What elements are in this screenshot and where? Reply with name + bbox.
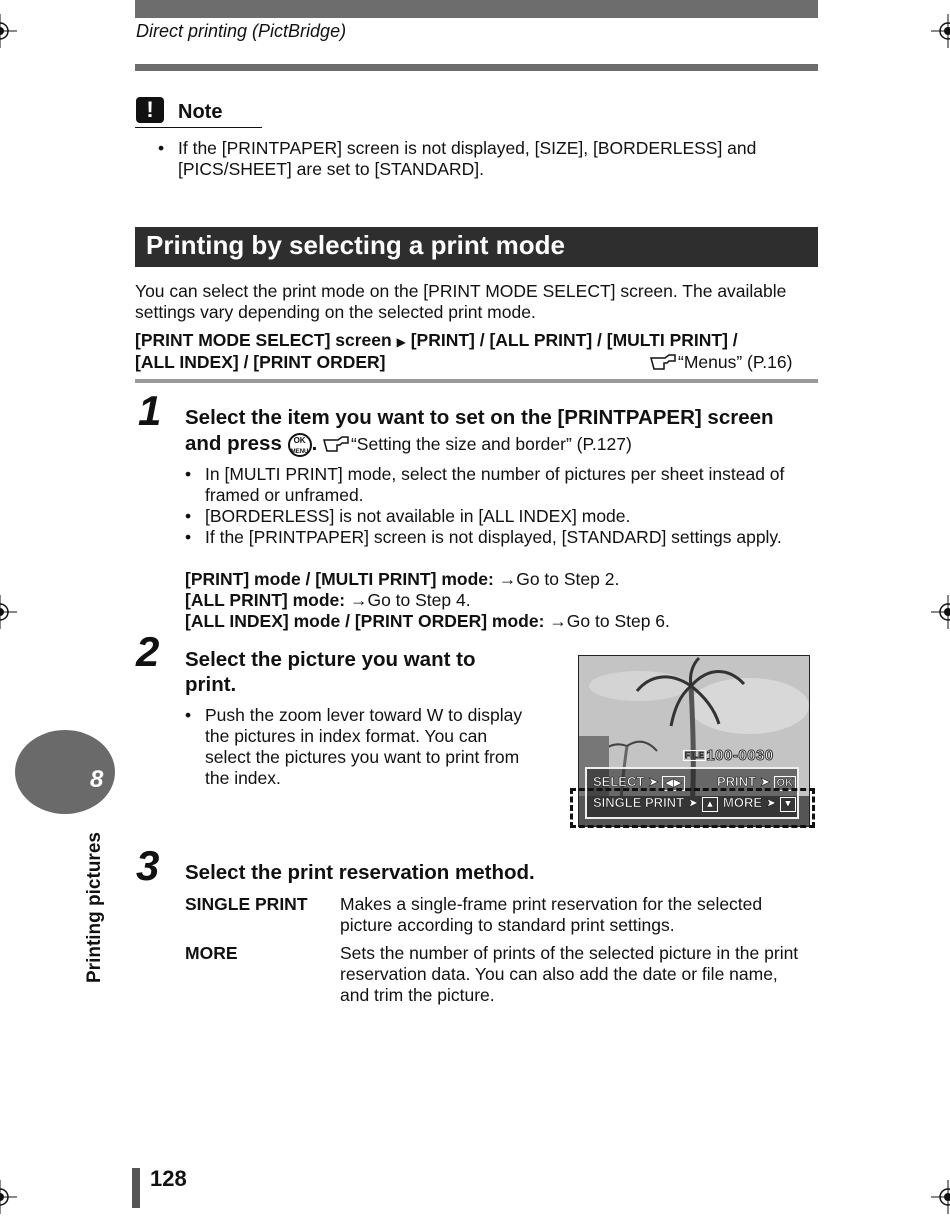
header-bar [135,0,818,18]
arrow-right-icon: ➤ [759,774,771,789]
ok-menu-button-icon: OK MENU [288,433,312,457]
file-icon: FILE [685,751,705,760]
arrow-right-icon: ▶ [396,335,406,349]
step-1-number: 1 [138,387,162,434]
step-1-bullet: • If the [PRINTPAPER] screen is not displayed, [STANDARD] settings apply. [185,527,782,547]
menus-reference: “Menus” (P.16) [650,352,792,373]
print-option: PRINT ➤ OK [717,774,796,791]
left-right-keys-icon: ◀▶ [662,776,685,791]
def-text-single-print: Makes a single-frame print reservation for the selected picture according to standard print settings. [340,894,763,935]
reference-hand-icon [323,436,351,452]
header-rule [135,64,818,71]
menu-path-line2: [ALL INDEX] / [PRINT ORDER] [135,352,386,372]
arrow-icon: → [349,590,368,610]
mode-instructions: [PRINT] mode / [MULTI PRINT] mode: →Go to Step 2. [ALL PRINT] mode: →Go to Step 4. [ALL INDEX] mode / [PRINT ORDER] mode: →Go to Step 6. [185,569,670,631]
exclamation-icon: ! [136,97,164,123]
page-number: 128 [150,1166,187,1191]
reference-hand-icon [650,354,678,370]
registration-mark-icon [0,14,17,48]
step-1-bullet: • In [MULTI PRINT] mode, select the number of pictures per sheet instead of framed or unframed. [185,464,785,505]
section-rule [135,379,818,383]
registration-mark-icon [931,14,950,48]
up-key-icon: ▲ [702,797,719,812]
section-title: Printing by selecting a print mode [146,230,565,260]
down-key-icon: ▼ [780,797,797,812]
note-underline [135,127,262,128]
registration-mark-icon [931,1180,950,1214]
step-2-number: 2 [136,628,160,675]
highlight-dashed-box [570,788,815,828]
step-3-number: 3 [136,842,160,889]
chapter-label: Printing pictures [84,832,105,983]
step-2-bullet: • Push the zoom lever toward W to display the pictures in index format. You can select the pictures you want to print from the index. [185,705,523,788]
section-intro: You can select the print mode on the [PRINT MODE SELECT] screen. The available settings vary depending on the selected print mode. [135,281,787,322]
step-2-title: Select the picture you want to print. [185,648,476,696]
arrow-icon: → [498,569,517,589]
ok-key: OK [774,776,797,791]
arrow-right-icon: ➤ [647,774,659,789]
arrow-right-icon: ➤ [687,795,699,810]
file-number-display: FILE 100-0030 [685,747,774,764]
select-option: SELECT ➤ ◀▶ [593,774,685,791]
step-1-title: Select the item you want to set on the [PRINTPAPER] screen and press OK MENU . “Setting the size and border” (P.127) [185,406,774,455]
registration-mark-icon [931,595,950,629]
note-label: Note [178,101,223,123]
registration-mark-icon [0,595,17,629]
step-1-bullet: • [BORDERLESS] is not available in [ALL INDEX] mode. [185,506,631,526]
more-option: MORE ➤ ▼ [723,795,796,812]
step-3-title: Select the print reservation method. [185,861,535,884]
def-term-single-print: SINGLE PRINT [185,894,308,914]
single-print-option: SINGLE PRINT ➤ ▲ [593,795,718,812]
registration-mark-icon [0,1180,17,1214]
page-number-bar [132,1168,140,1208]
def-term-more: MORE [185,943,238,963]
chapter-number: 8 [90,766,104,793]
running-title: Direct printing (PictBridge) [136,21,347,41]
note-bullet: • If the [PRINTPAPER] screen is not displayed, [SIZE], [BORDERLESS] and [PICS/SHEET] are set to [STANDARD]. [158,138,757,179]
arrow-icon: → [549,611,567,631]
arrow-right-icon: ➤ [765,795,777,810]
menu-path-line1: [PRINT MODE SELECT] screen ▶ [PRINT] / [ALL PRINT] / [MULTI PRINT] / [135,330,738,350]
def-text-more: Sets the number of prints of the selected picture in the print reservation data. You can also add the date or file name, and trim the picture. [340,943,799,1005]
